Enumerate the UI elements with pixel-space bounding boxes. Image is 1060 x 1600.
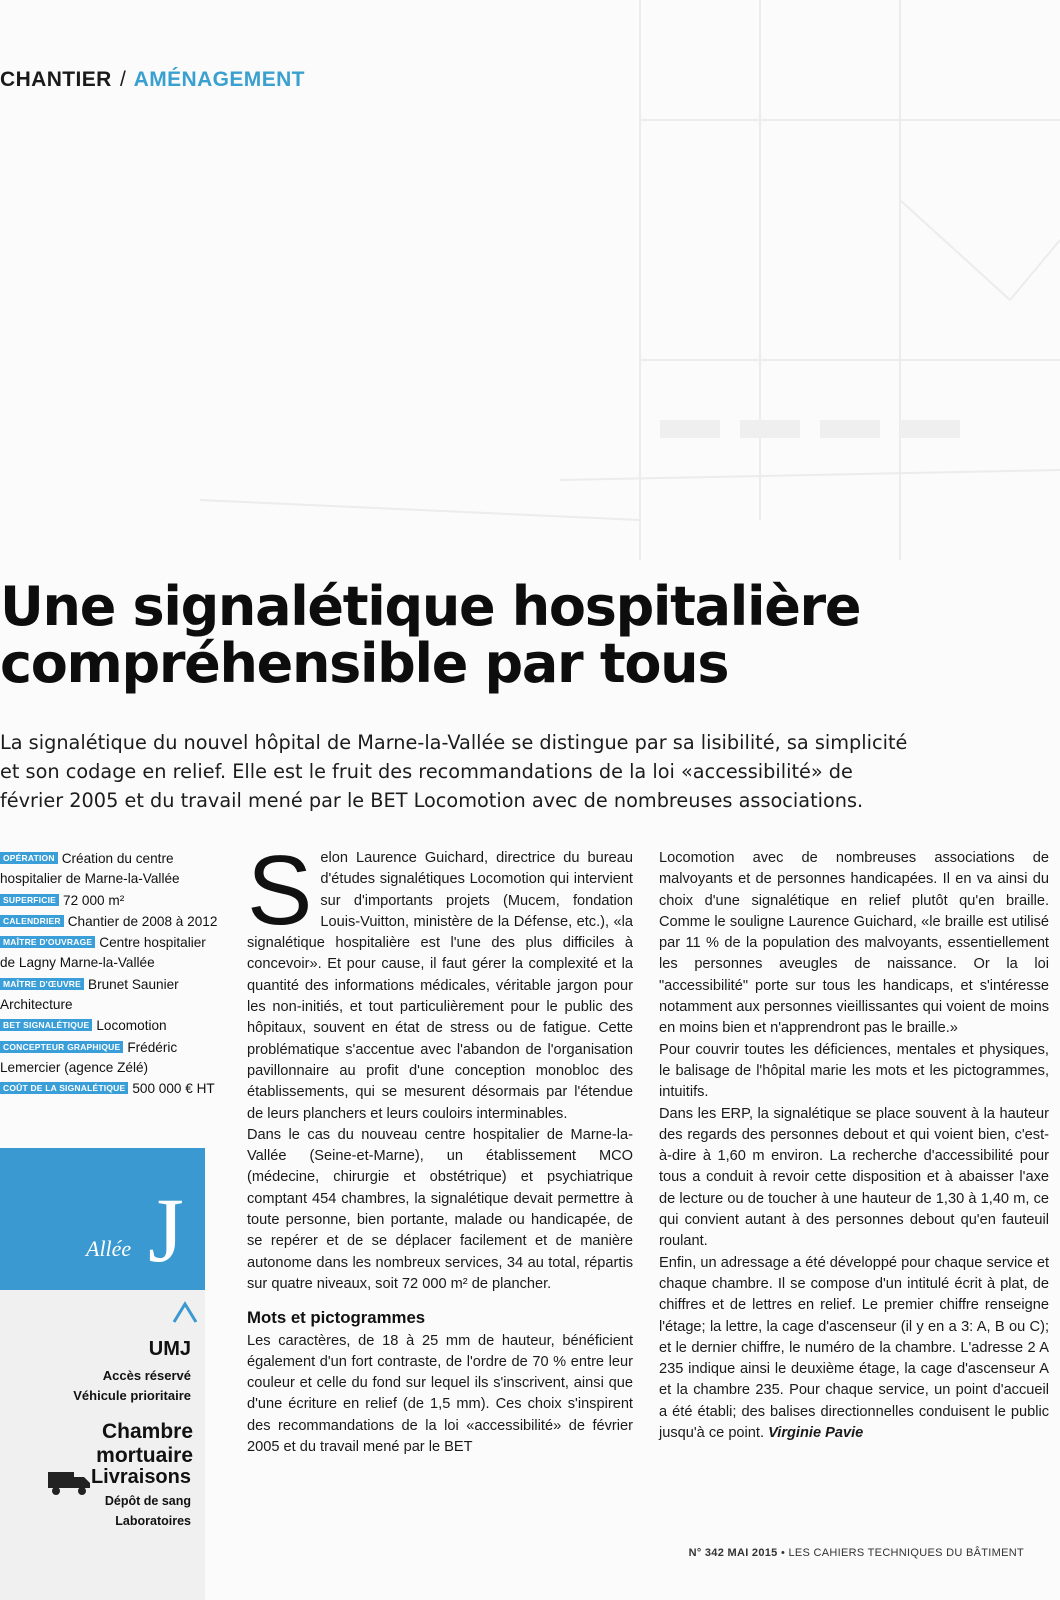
fact-operation — [0, 848, 218, 890]
signage-photo — [0, 1148, 205, 1600]
paragraph-text: Enfin, un adressage a été développé pour chaque service et chaque chambre. Il se compose d'un intitulé écrit à plat, de chiffres et de lettres en relief. Le premier chiffre renseigne l'étage; la lettre, la cage d'ascenseur (il y en a 3: A, B ou C); et le dernier chiffre, le numéro de la chambre. L'adresse 2 A 235 indique ainsi le deuxième étage, la cage d'ascenseur A et la chambre 235. Pour chaque service, un point d'accueil a été établi; des balises directionnelles conduisent le public jusqu'à ce point. — [659, 1254, 1049, 1442]
fact-maitre-oeuvre — [0, 974, 218, 1016]
lead-line-2: et son codage en relief. Elle est le fruit des recommandations de la loi «accessibilité» de — [0, 760, 853, 783]
fact-superficie — [0, 890, 218, 911]
article-column-2 — [659, 848, 1049, 1444]
fact-tag: CALENDRIER — [0, 915, 64, 927]
article-column-1 — [247, 835, 633, 1458]
fact-tag: MAÎTRE D'ŒUVRE — [0, 978, 84, 990]
fact-tag: MAÎTRE D'OUVRAGE — [0, 936, 95, 948]
fact-value: Brunet Saunier Architecture — [0, 976, 179, 1013]
article-lead — [0, 728, 1050, 815]
paragraph-text: elon Laurence Guichard, directrice du bureau d'études signalétiques Locomotion qui intervient sur d'importants projets (Mucem, fondation Louis-Vuitton, ministère de la Défense, etc.), «la signalétique hospitalière est l'une des plus difficiles à concevoir». Et pour cause, il faut gérer la complexité et la quantité des informations médicales, véritable jargon pour les non-initiés, et tout particulièrement pour le public des hôpitaux, souvent en état de stress ou de fatigue. Cette problématique s'accentue avec l'abandon de l'organisation pavillonnaire au profit d'une conception monobloc des établissements, qui se mesurent désormais par l'étendue de leurs planchers et leurs couloirs interminables. — [247, 850, 633, 1122]
title-line-2: compréhensible par tous — [0, 632, 729, 695]
fact-value: Création du centre hospitalier de Marne-la-Vallée — [0, 851, 180, 887]
section-label: CHANTIER — [0, 68, 112, 91]
subsection-label: AMÉNAGEMENT — [133, 68, 305, 91]
fact-value: 72 000 m² — [63, 892, 125, 908]
article-paragraph: Dans les ERP, la signalétique se place souvent à la hauteur des regards des personnes debout et qui voient bien, c'est-à-dire à 1,60 m environ. La recherche d'accessibilité pour tous a conduit à revoir cette disposition et à abaisser l'axe de lecture ou de toucher à une hauteur de 1,30 à 1,40 m, ce qui convient autant à des personnes debout qu'en fauteuil roulant. — [659, 1105, 1049, 1250]
fact-tag: OPÉRATION — [0, 852, 58, 864]
truck-icon — [48, 1468, 92, 1496]
issue-number: N° 342 MAI 2015 — [688, 1547, 778, 1559]
sign-labo: Laboratoires — [115, 1514, 191, 1528]
fact-value: Chantier de 2008 à 2012 — [67, 913, 218, 929]
drop-cap: S — [247, 835, 313, 945]
fact-value: 500 000 € HT — [132, 1081, 215, 1097]
article-paragraph: Pour couvrir toutes les déficiences, mentales et physiques, le balisage de l'hôpital marie les mots et les pictogrammes, intuitifs. — [659, 1041, 1049, 1101]
fact-value: Locomotion — [96, 1018, 167, 1034]
sign-vehicule: Véhicule prioritaire — [73, 1388, 191, 1403]
fact-concepteur — [0, 1037, 218, 1079]
fact-bet-signaletique — [0, 1015, 218, 1036]
magazine-name: LES CAHIERS TECHNIQUES DU BÂTIMENT — [788, 1547, 1024, 1559]
fact-cout — [0, 1078, 218, 1099]
article-paragraph: Les caractères, de 18 à 25 mm de hauteur, bénéficient également d'un fort contraste, de l'ordre de 70 % entre leur couleur et celle du fond sur lequel ils s'inscrivent, ainsi que d'une écriture en relief (de 1,5 mm). Ces choix s'inspirent des recommandations de la loi «accessibilité» de février 2005 et du travail mené par le BET — [247, 1332, 633, 1456]
sign-umj: UMJ — [148, 1338, 191, 1360]
fact-maitre-ouvrage — [0, 932, 218, 974]
fact-calendrier — [0, 911, 218, 932]
article-subhead: Mots et pictogrammes — [247, 1308, 426, 1328]
sign-chambre: Chambre mortuaire — [96, 1420, 193, 1467]
fact-value: Centre hospitalier de Lagny Marne-la-Vallée — [0, 935, 206, 971]
fact-tag: SUPERFICIE — [0, 894, 59, 906]
article-title — [0, 575, 1050, 695]
sign-livraisons: Livraisons — [90, 1466, 191, 1488]
article-paragraph — [247, 835, 633, 1125]
sign-allee-word: Allée — [86, 1236, 132, 1261]
footer-bullet: • — [780, 1547, 786, 1559]
lead-line-1: La signalétique du nouvel hôpital de Marne-la-Vallée se distingue par sa lisibilité, sa simplicité — [0, 731, 908, 754]
article-paragraph: Dans le cas du nouveau centre hospitalier de Marne-la-Vallée (Seine-et-Marne), un établissement MCO (médecine, chirurgie et obstétrique) et psychiatrique comptant 454 chambres, la signalétique devait permettre à toute personne, bien portante, malade ou handicapée, de se repérer et de se déplacer facilement et de manière autonome dans les nombreux services, 34 au total, répartis sur quatre niveaux, soit 72 000 m² de plancher. — [247, 1126, 633, 1292]
sign-allee-letter: J — [148, 1179, 184, 1281]
article-paragraph: Locomotion avec de nombreuses associations de malvoyants et de personnes handicapées. Il en va ainsi du choix d'une signalétique en relief plutôt qu'en braille. Comme le souligne Laurence Guichard, «le braille est utilisé par 11 % de la population des malvoyants, essentiellement les personnes aveugles de naissance. Or la loi "accessibilité" porte sur tous les handicaps, et s'intéresse notamment aux personnes vieillissantes qui voient de moins en moins bien et n'apprendront pas le braille.» — [659, 850, 1049, 1037]
arrow-up-icon — [170, 1298, 200, 1328]
section-rubric — [0, 68, 305, 92]
lead-line-3: février 2005 et du travail mené par le BET Locomotion avec de nombreuses associations. — [0, 789, 864, 812]
sign-acces: Accès réservé — [102, 1368, 191, 1383]
fact-tag: CONCEPTEUR GRAPHIQUE — [0, 1041, 123, 1053]
fact-tag: COÛT DE LA SIGNALÉTIQUE — [0, 1082, 128, 1094]
title-line-1: Une signalétique hospitalière — [0, 575, 861, 638]
page-footer — [689, 1547, 1024, 1559]
project-facts — [0, 848, 218, 1100]
sign-depot: Dépôt de sang — [104, 1494, 191, 1508]
fact-tag: BET SIGNALÉTIQUE — [0, 1019, 92, 1031]
article-author: Virginie Pavie — [768, 1425, 864, 1442]
section-separator: / — [119, 68, 127, 91]
fact-value: Frédéric Lemercier (agence Zélé) — [0, 1039, 178, 1075]
article-paragraph — [659, 1253, 1049, 1445]
